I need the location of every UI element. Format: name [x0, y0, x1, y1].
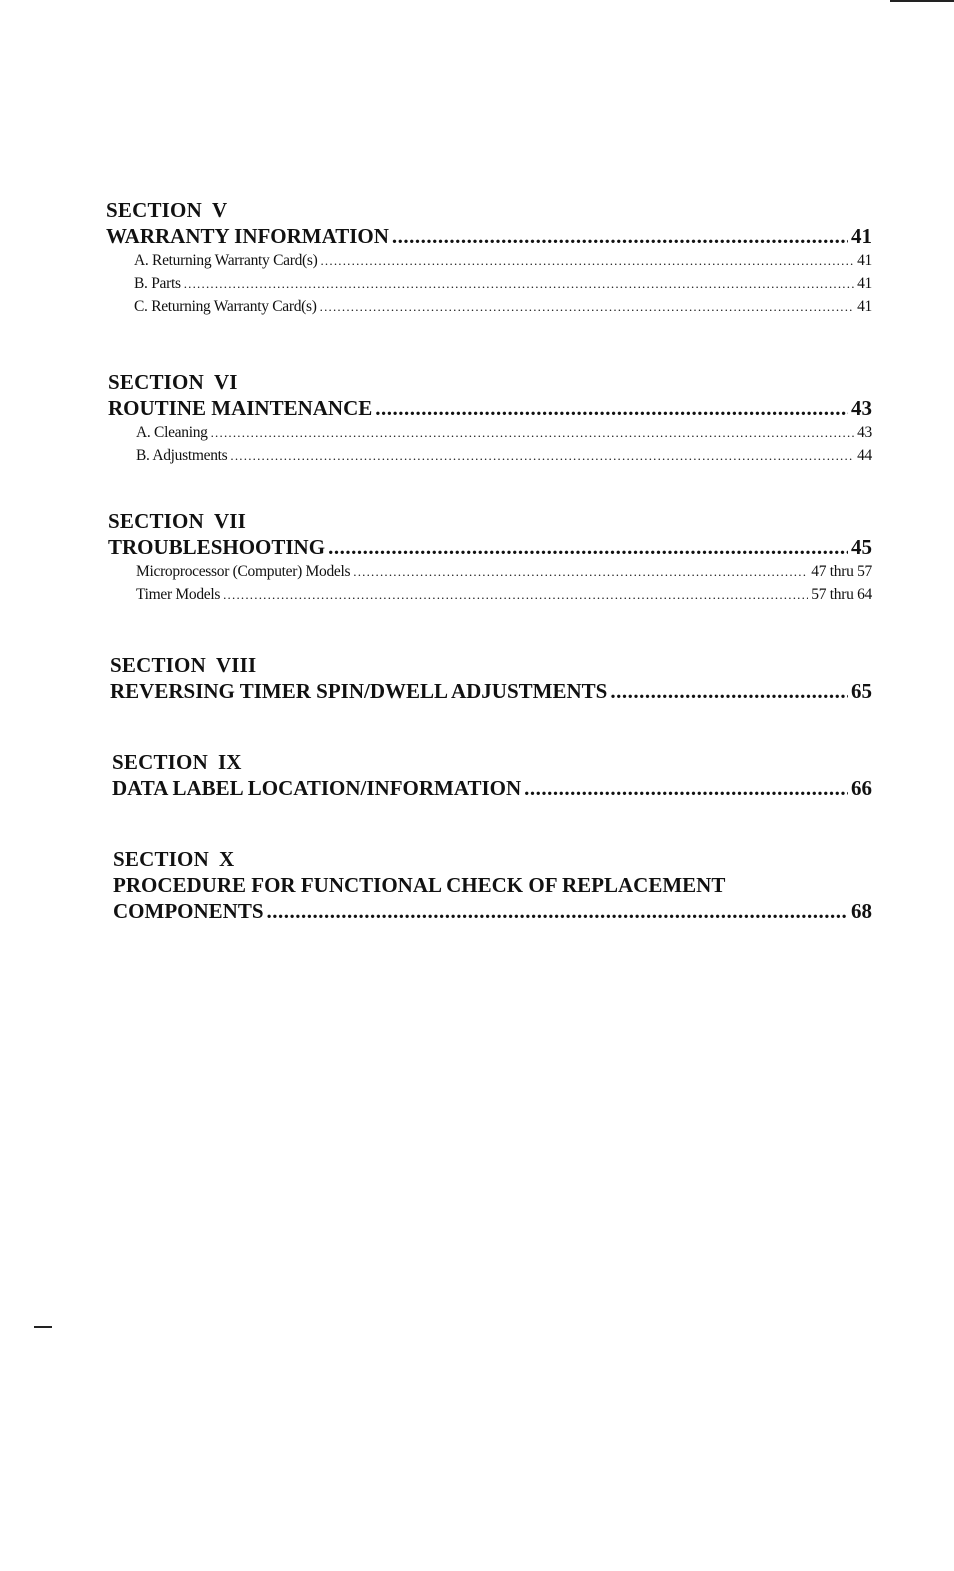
page-number: 41 — [857, 252, 872, 269]
section-heading — [108, 369, 872, 395]
section-heading — [113, 846, 872, 872]
page-number: 57 thru 64 — [811, 586, 872, 603]
toc-subentry[interactable] — [108, 560, 872, 583]
toc-section-x — [106, 846, 872, 924]
page-number: 43 — [851, 396, 872, 420]
page-number: 41 — [857, 298, 872, 315]
toc-subentry[interactable] — [108, 444, 872, 467]
subentry-label: B. Adjustments — [136, 447, 228, 464]
toc-section-ix — [106, 749, 872, 801]
section-label: SECTION — [108, 370, 204, 394]
dot-leader — [230, 444, 854, 467]
page-number: 41 — [851, 224, 872, 248]
dot-leader — [524, 775, 848, 801]
dot-leader — [223, 583, 808, 606]
entry-title: REVERSING TIMER SPIN/DWELL ADJUSTMENTS — [110, 679, 608, 703]
entry-title: TROUBLESHOOTING — [108, 535, 326, 559]
section-numeral: X — [218, 847, 235, 871]
toc-section-viii — [106, 652, 872, 704]
toc-entry-troubleshooting[interactable] — [108, 534, 872, 560]
table-of-contents — [106, 197, 872, 924]
page-number: 43 — [857, 424, 872, 441]
dot-leader — [375, 395, 848, 421]
scan-edge-mark — [890, 0, 954, 2]
section-heading — [108, 508, 872, 534]
section-numeral: IX — [217, 750, 242, 774]
toc-section-vii — [106, 508, 872, 606]
page-number: 66 — [851, 776, 872, 800]
subentry-label: Timer Models — [136, 586, 221, 603]
entry-title-line: PROCEDURE FOR FUNCTIONAL CHECK OF REPLACEMENT — [113, 873, 726, 897]
subentry-label: A. Returning Warranty Card(s) — [134, 252, 318, 269]
toc-entry-reversing-timer[interactable] — [110, 678, 872, 704]
entry-title: WARRANTY INFORMATION — [106, 224, 389, 248]
section-numeral: VIII — [215, 653, 257, 677]
dot-leader — [211, 421, 854, 444]
dot-leader — [392, 223, 848, 249]
dot-leader — [184, 272, 854, 295]
page-number: 45 — [851, 535, 872, 559]
toc-entry-warranty-information[interactable] — [106, 223, 872, 249]
section-heading — [112, 749, 872, 775]
toc-subentry[interactable] — [108, 583, 872, 606]
dot-leader — [320, 249, 854, 272]
dot-leader — [610, 678, 848, 704]
section-numeral: V — [211, 198, 228, 222]
entry-title: ROUTINE MAINTENANCE — [108, 396, 373, 420]
entry-title: DATA LABEL LOCATION/INFORMATION — [112, 776, 522, 800]
section-numeral: VI — [213, 370, 238, 394]
subentry-label: B. Parts — [134, 275, 181, 292]
section-label: SECTION — [113, 847, 209, 871]
section-label: SECTION — [106, 198, 202, 222]
dot-leader — [320, 295, 854, 318]
toc-subentry[interactable] — [106, 272, 872, 295]
page-number: 44 — [857, 447, 872, 464]
subentry-label: A. Cleaning — [136, 424, 208, 441]
page-number: 47 thru 57 — [811, 563, 872, 580]
toc-section-vi — [106, 369, 872, 467]
toc-subentry[interactable] — [108, 421, 872, 444]
page-number: 68 — [851, 899, 872, 923]
toc-subentry[interactable] — [106, 295, 872, 318]
section-label: SECTION — [108, 509, 204, 533]
dot-leader — [328, 534, 848, 560]
dot-leader — [353, 560, 808, 583]
toc-entry-functional-check[interactable] — [113, 898, 872, 924]
section-numeral: VII — [213, 509, 247, 533]
toc-section-v — [106, 197, 872, 318]
dot-leader — [267, 898, 848, 924]
section-label: SECTION — [112, 750, 208, 774]
entry-title: COMPONENTS — [113, 899, 264, 923]
subentry-label: C. Returning Warranty Card(s) — [134, 298, 317, 315]
scan-speck — [34, 1326, 52, 1328]
page-number: 65 — [851, 679, 872, 703]
section-heading — [106, 197, 872, 223]
section-heading — [110, 652, 872, 678]
toc-entry-routine-maintenance[interactable] — [108, 395, 872, 421]
section-label: SECTION — [110, 653, 206, 677]
toc-subentry[interactable] — [106, 249, 872, 272]
subentry-label: Microprocessor (Computer) Models — [136, 563, 351, 580]
toc-entry-data-label[interactable] — [112, 775, 872, 801]
page-number: 41 — [857, 275, 872, 292]
